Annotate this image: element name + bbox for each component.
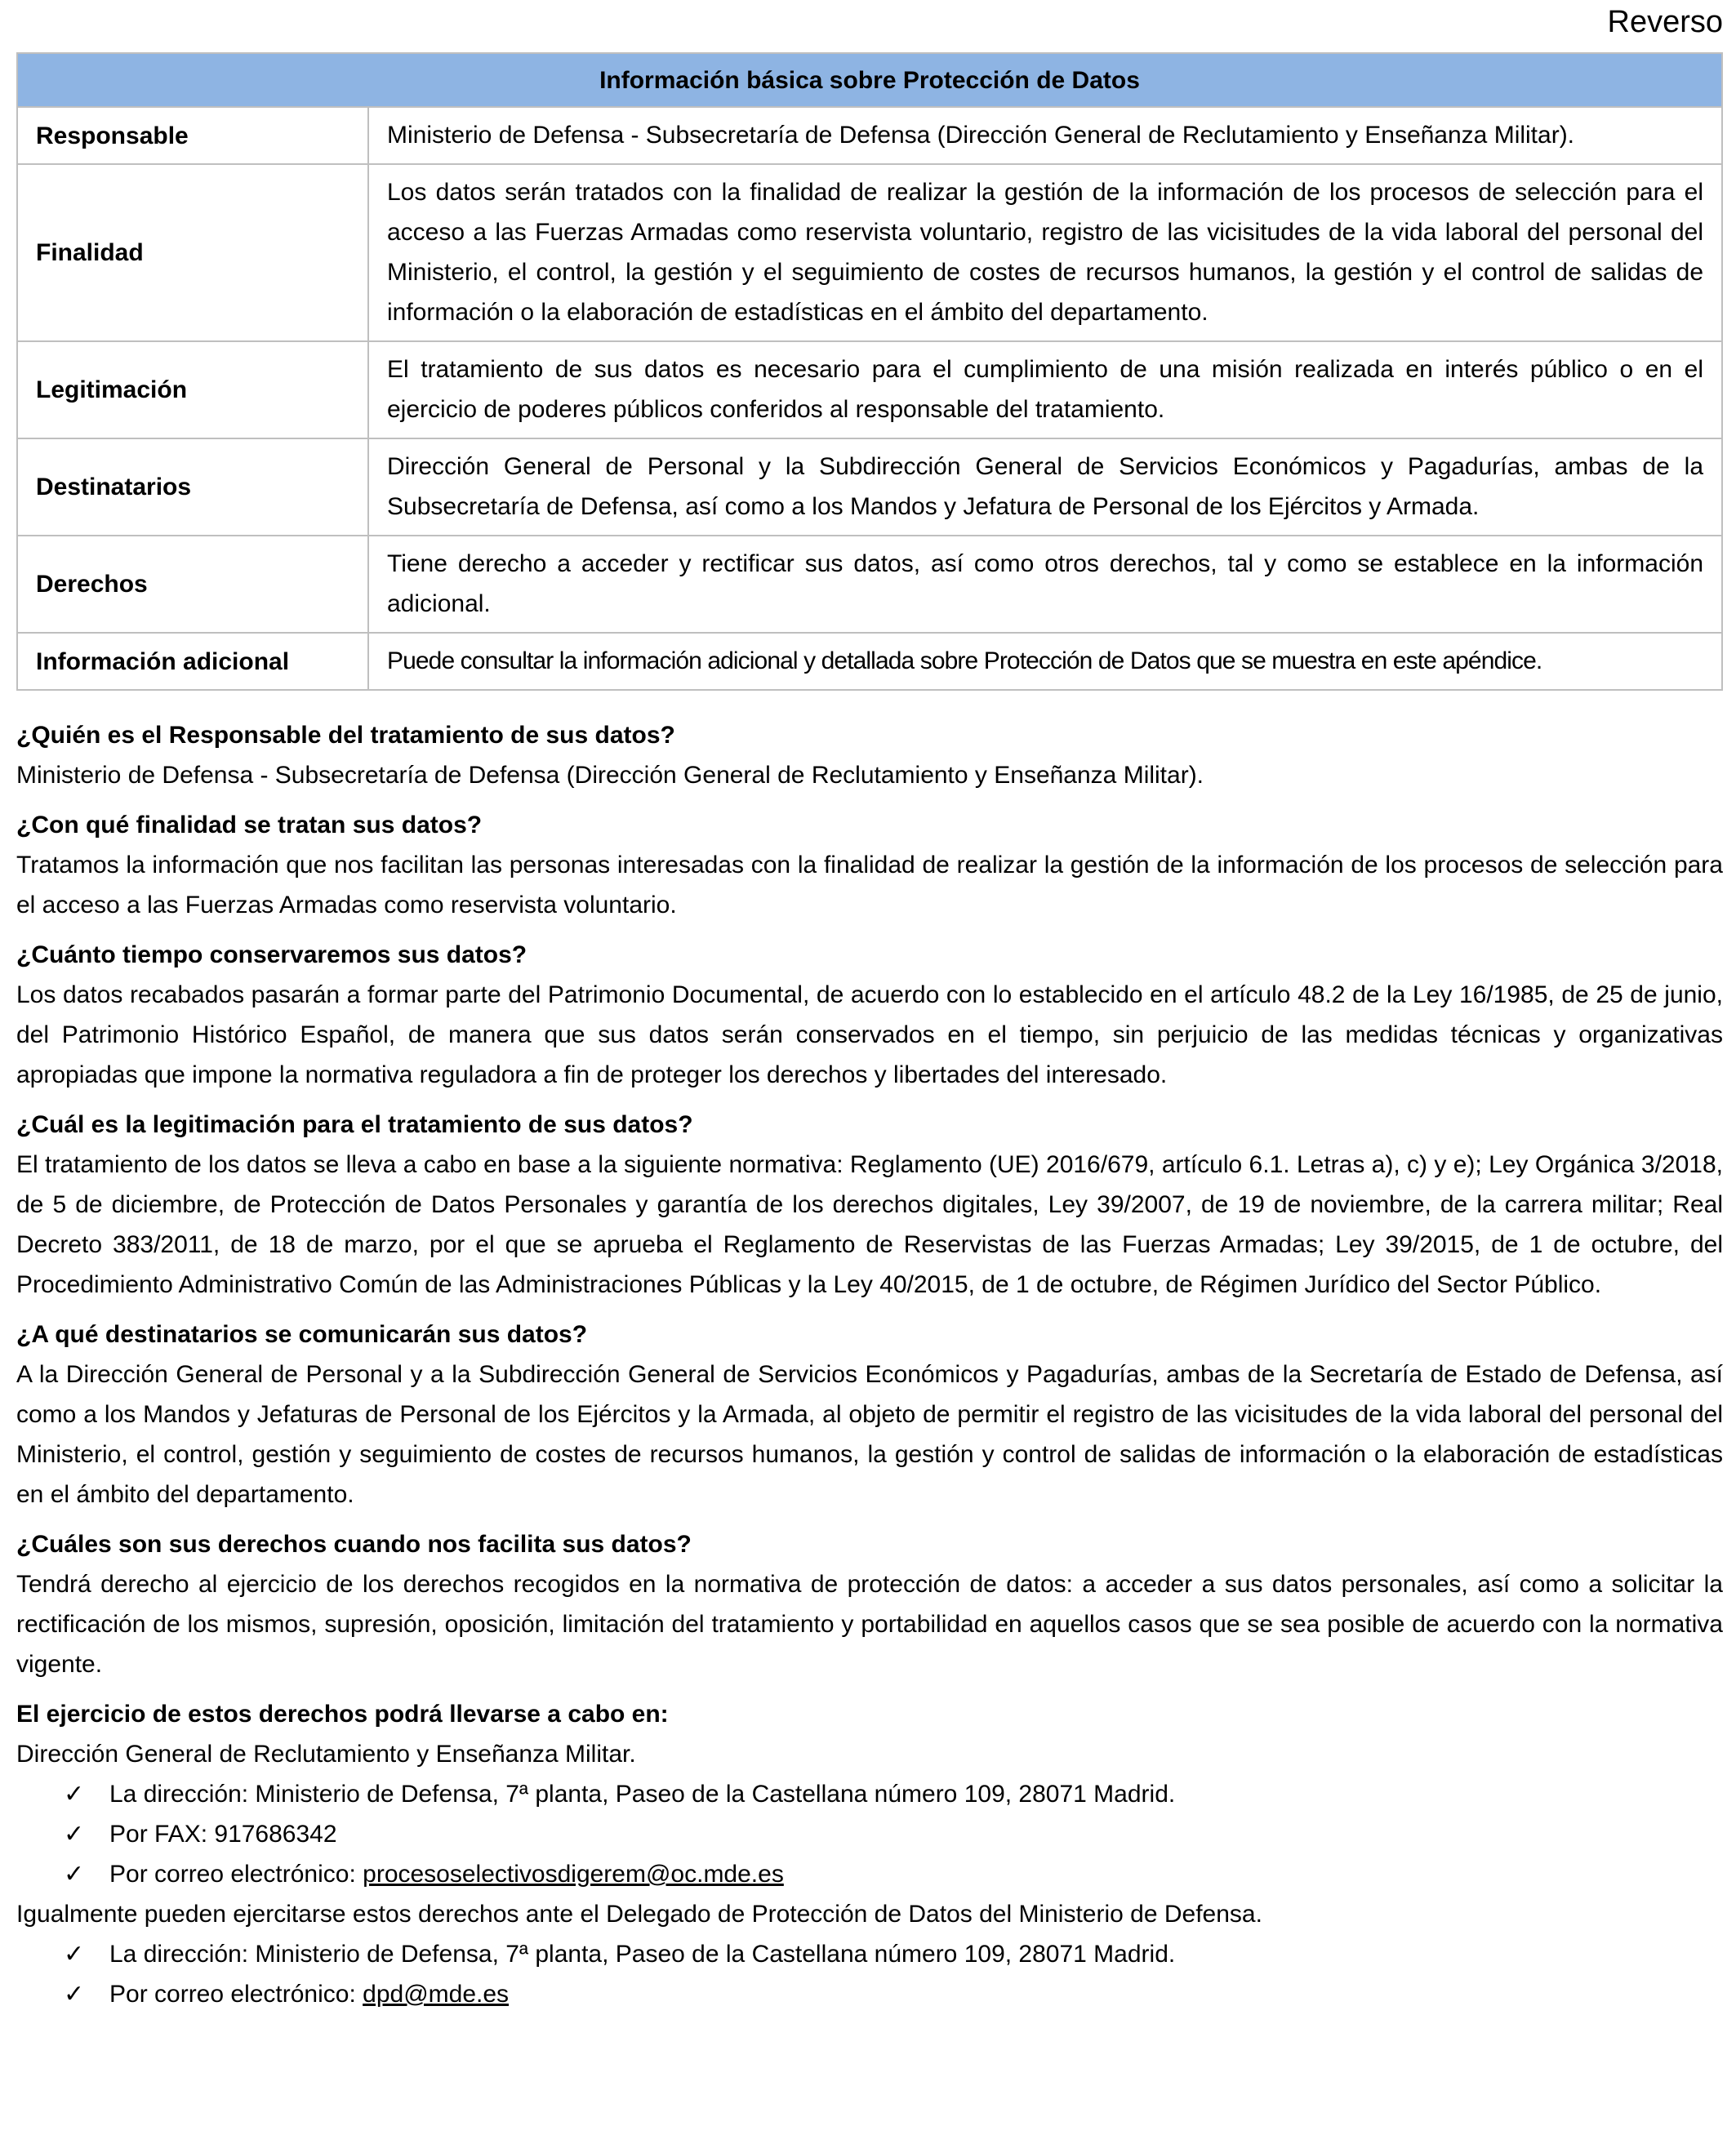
- table-row: [17, 341, 1722, 438]
- checkmark-icon: ✓: [64, 1861, 85, 1888]
- table-row: [17, 438, 1722, 536]
- section-text: A la Dirección General de Personal y a la Subdirección General de Servicios Económicos y Pagadurías, ambas de la Secretaría de Estado de Defensa, así como a los Mandos y Jefaturas de Personal de los Ejércitos y la Armada, al objeto de permitir el registro de las vicisitudes de la vida laboral del personal del Ministerio, el control, gestión y seguimiento de costes de recursos humanos, la gestión y control de salidas de información o la elaboración de estadísticas en el ámbito del departamento.: [16, 1361, 1723, 1508]
- email-link-dpd[interactable]: dpd@mde.es: [363, 1981, 510, 2008]
- table-row: [17, 633, 1722, 690]
- section-heading: ¿Cuáles son sus derechos cuando nos facilita sus datos?: [16, 1531, 692, 1558]
- list-item-fax: [16, 1814, 1723, 1854]
- section-text: Ministerio de Defensa - Subsecretaría de Defensa (Dirección General de Reclutamiento y Enseñanza Militar).: [16, 762, 1204, 789]
- list-item-email: [16, 1854, 1723, 1894]
- section-finalidad: [16, 805, 1723, 925]
- section-heading: ¿Quién es el Responsable del tratamiento de sus datos?: [16, 722, 675, 749]
- row-value-legitimacion: El tratamiento de sus datos es necesario para el cumplimiento de una misión realizada en interés público o en el ejercicio de poderes públicos conferidos al responsable del tratamiento.: [368, 341, 1722, 438]
- table-title: Información básica sobre Protección de Datos: [17, 53, 1722, 107]
- table-row: [17, 164, 1722, 341]
- additional-information: [16, 715, 1723, 2024]
- contact-list-digerem: [16, 1774, 1723, 1894]
- list-item-email: [16, 1974, 1723, 2014]
- section-text: Los datos recabados pasarán a formar parte del Patrimonio Documental, de acuerdo con lo establecido en el artículo 48.2 de la Ley 16/1985, de 25 de junio, del Patrimonio Histórico Español, de manera que sus datos serán conservados en el tiempo, sin perjuicio de las medidas técnicas y organizativas apropiadas que impone la normativa reguladora a fin de proteger los derechos y libertades del interesado.: [16, 981, 1723, 1088]
- address-text: La dirección: Ministerio de Defensa, 7ª planta, Paseo de la Castellana número 109, 28071 Madrid.: [109, 1781, 1176, 1808]
- fax-text: Por FAX: 917686342: [109, 1821, 337, 1848]
- row-value-informacion-adicional: Puede consultar la información adicional y detallada sobre Protección de Datos que se muestra en este apéndice.: [368, 633, 1722, 690]
- section-heading: ¿A qué destinatarios se comunicarán sus datos?: [16, 1321, 588, 1348]
- row-label-finalidad: Finalidad: [17, 164, 368, 341]
- section-legitimacion: [16, 1105, 1723, 1305]
- dpd-intro: Igualmente pueden ejercitarse estos derechos ante el Delegado de Protección de Datos del Ministerio de Defensa.: [16, 1901, 1262, 1928]
- section-heading: ¿Cuánto tiempo conservaremos sus datos?: [16, 941, 527, 968]
- section-ejercicio-derechos: [16, 1694, 1723, 2014]
- section-text: Tratamos la información que nos facilitan las personas interesadas con la finalidad de realizar la gestión de la información de los procesos de selección para el acceso a las Fuerzas Armadas como reservista voluntario.: [16, 852, 1723, 919]
- section-conservacion: [16, 935, 1723, 1095]
- row-label-destinatarios: Destinatarios: [17, 438, 368, 536]
- row-value-derechos: Tiene derecho a acceder y rectificar sus datos, así como otros derechos, tal y como se establece en la información adicional.: [368, 536, 1722, 633]
- checkmark-icon: ✓: [64, 1941, 85, 1968]
- checkmark-icon: ✓: [64, 1821, 85, 1848]
- row-label-derechos: Derechos: [17, 536, 368, 633]
- row-value-responsable: Ministerio de Defensa - Subsecretaría de Defensa (Dirección General de Reclutamiento y Enseñanza Militar).: [368, 107, 1722, 164]
- row-label-responsable: Responsable: [17, 107, 368, 164]
- checkmark-icon: ✓: [64, 1981, 85, 2008]
- list-item-address: [16, 1774, 1723, 1814]
- section-heading: ¿Con qué finalidad se tratan sus datos?: [16, 812, 483, 838]
- contact-list-dpd: [16, 1934, 1723, 2014]
- row-value-destinatarios: Dirección General de Personal y la Subdirección General de Servicios Económicos y Pagadurías, ambas de la Subsecretaría de Defensa, así como a los Mandos y Jefatura de Personal de los Ejércitos y Armada.: [368, 438, 1722, 536]
- table-header-row: [17, 53, 1722, 107]
- row-label-legitimacion: Legitimación: [17, 341, 368, 438]
- table-row: [17, 536, 1722, 633]
- section-responsable: [16, 715, 1723, 795]
- row-label-informacion-adicional: Información adicional: [17, 633, 368, 690]
- row-value-finalidad: Los datos serán tratados con la finalidad de realizar la gestión de la información de los procesos de selección para el acceso a las Fuerzas Armadas como reservista voluntario, registro de las vicisitudes de la vida laboral del personal del Ministerio, el control, la gestión y el seguimiento de costes de recursos humanos, la gestión y el control de salidas de información o la elaboración de estadísticas en el ámbito del departamento.: [368, 164, 1722, 341]
- section-text: Tendrá derecho al ejercicio de los derechos recogidos en la normativa de protección de datos: a acceder a sus datos personales, así como a solicitar la rectificación de los mismos, supresión, oposición, limitación del tratamiento y portabilidad en aquellos casos que se sea posible de acuerdo con la normativa vigente.: [16, 1571, 1723, 1678]
- section-heading: ¿Cuál es la legitimación para el tratamiento de sus datos?: [16, 1111, 693, 1138]
- table-row: [17, 107, 1722, 164]
- section-destinatarios: [16, 1314, 1723, 1515]
- email-prefix: Por correo electrónico:: [109, 1861, 363, 1888]
- list-item-address: [16, 1934, 1723, 1974]
- email-prefix: Por correo electrónico:: [109, 1981, 363, 2008]
- data-protection-summary-table: [16, 52, 1723, 691]
- exercise-intro: Dirección General de Reclutamiento y Enseñanza Militar.: [16, 1741, 636, 1768]
- section-heading: El ejercicio de estos derechos podrá llevarse a cabo en:: [16, 1701, 669, 1728]
- address-text: La dirección: Ministerio de Defensa, 7ª planta, Paseo de la Castellana número 109, 28071 Madrid.: [109, 1941, 1176, 1968]
- checkmark-icon: ✓: [64, 1781, 85, 1808]
- email-link-digerem[interactable]: procesoselectivosdigerem@oc.mde.es: [363, 1861, 784, 1888]
- page-label: Reverso: [1607, 5, 1723, 39]
- section-derechos: [16, 1524, 1723, 1684]
- section-text: El tratamiento de los datos se lleva a cabo en base a la siguiente normativa: Reglamento (UE) 2016/679, artículo 6.1. Letras a), c) y e); Ley Orgánica 3/2018, de 5 de diciembre, de Protección de Datos Personales y garantía de los derechos digitales, Ley 39/2007, de 19 de noviembre, de la carrera militar; Real Decreto 383/2011, de 18 de marzo, por el que se aprueba el Reglamento de Reservistas de las Fuerzas Armadas; Ley 39/2015, de 1 de octubre, del Procedimiento Administrativo Común de las Administraciones Públicas y la Ley 40/2015, de 1 de octubre, de Régimen Jurídico del Sector Público.: [16, 1151, 1723, 1298]
